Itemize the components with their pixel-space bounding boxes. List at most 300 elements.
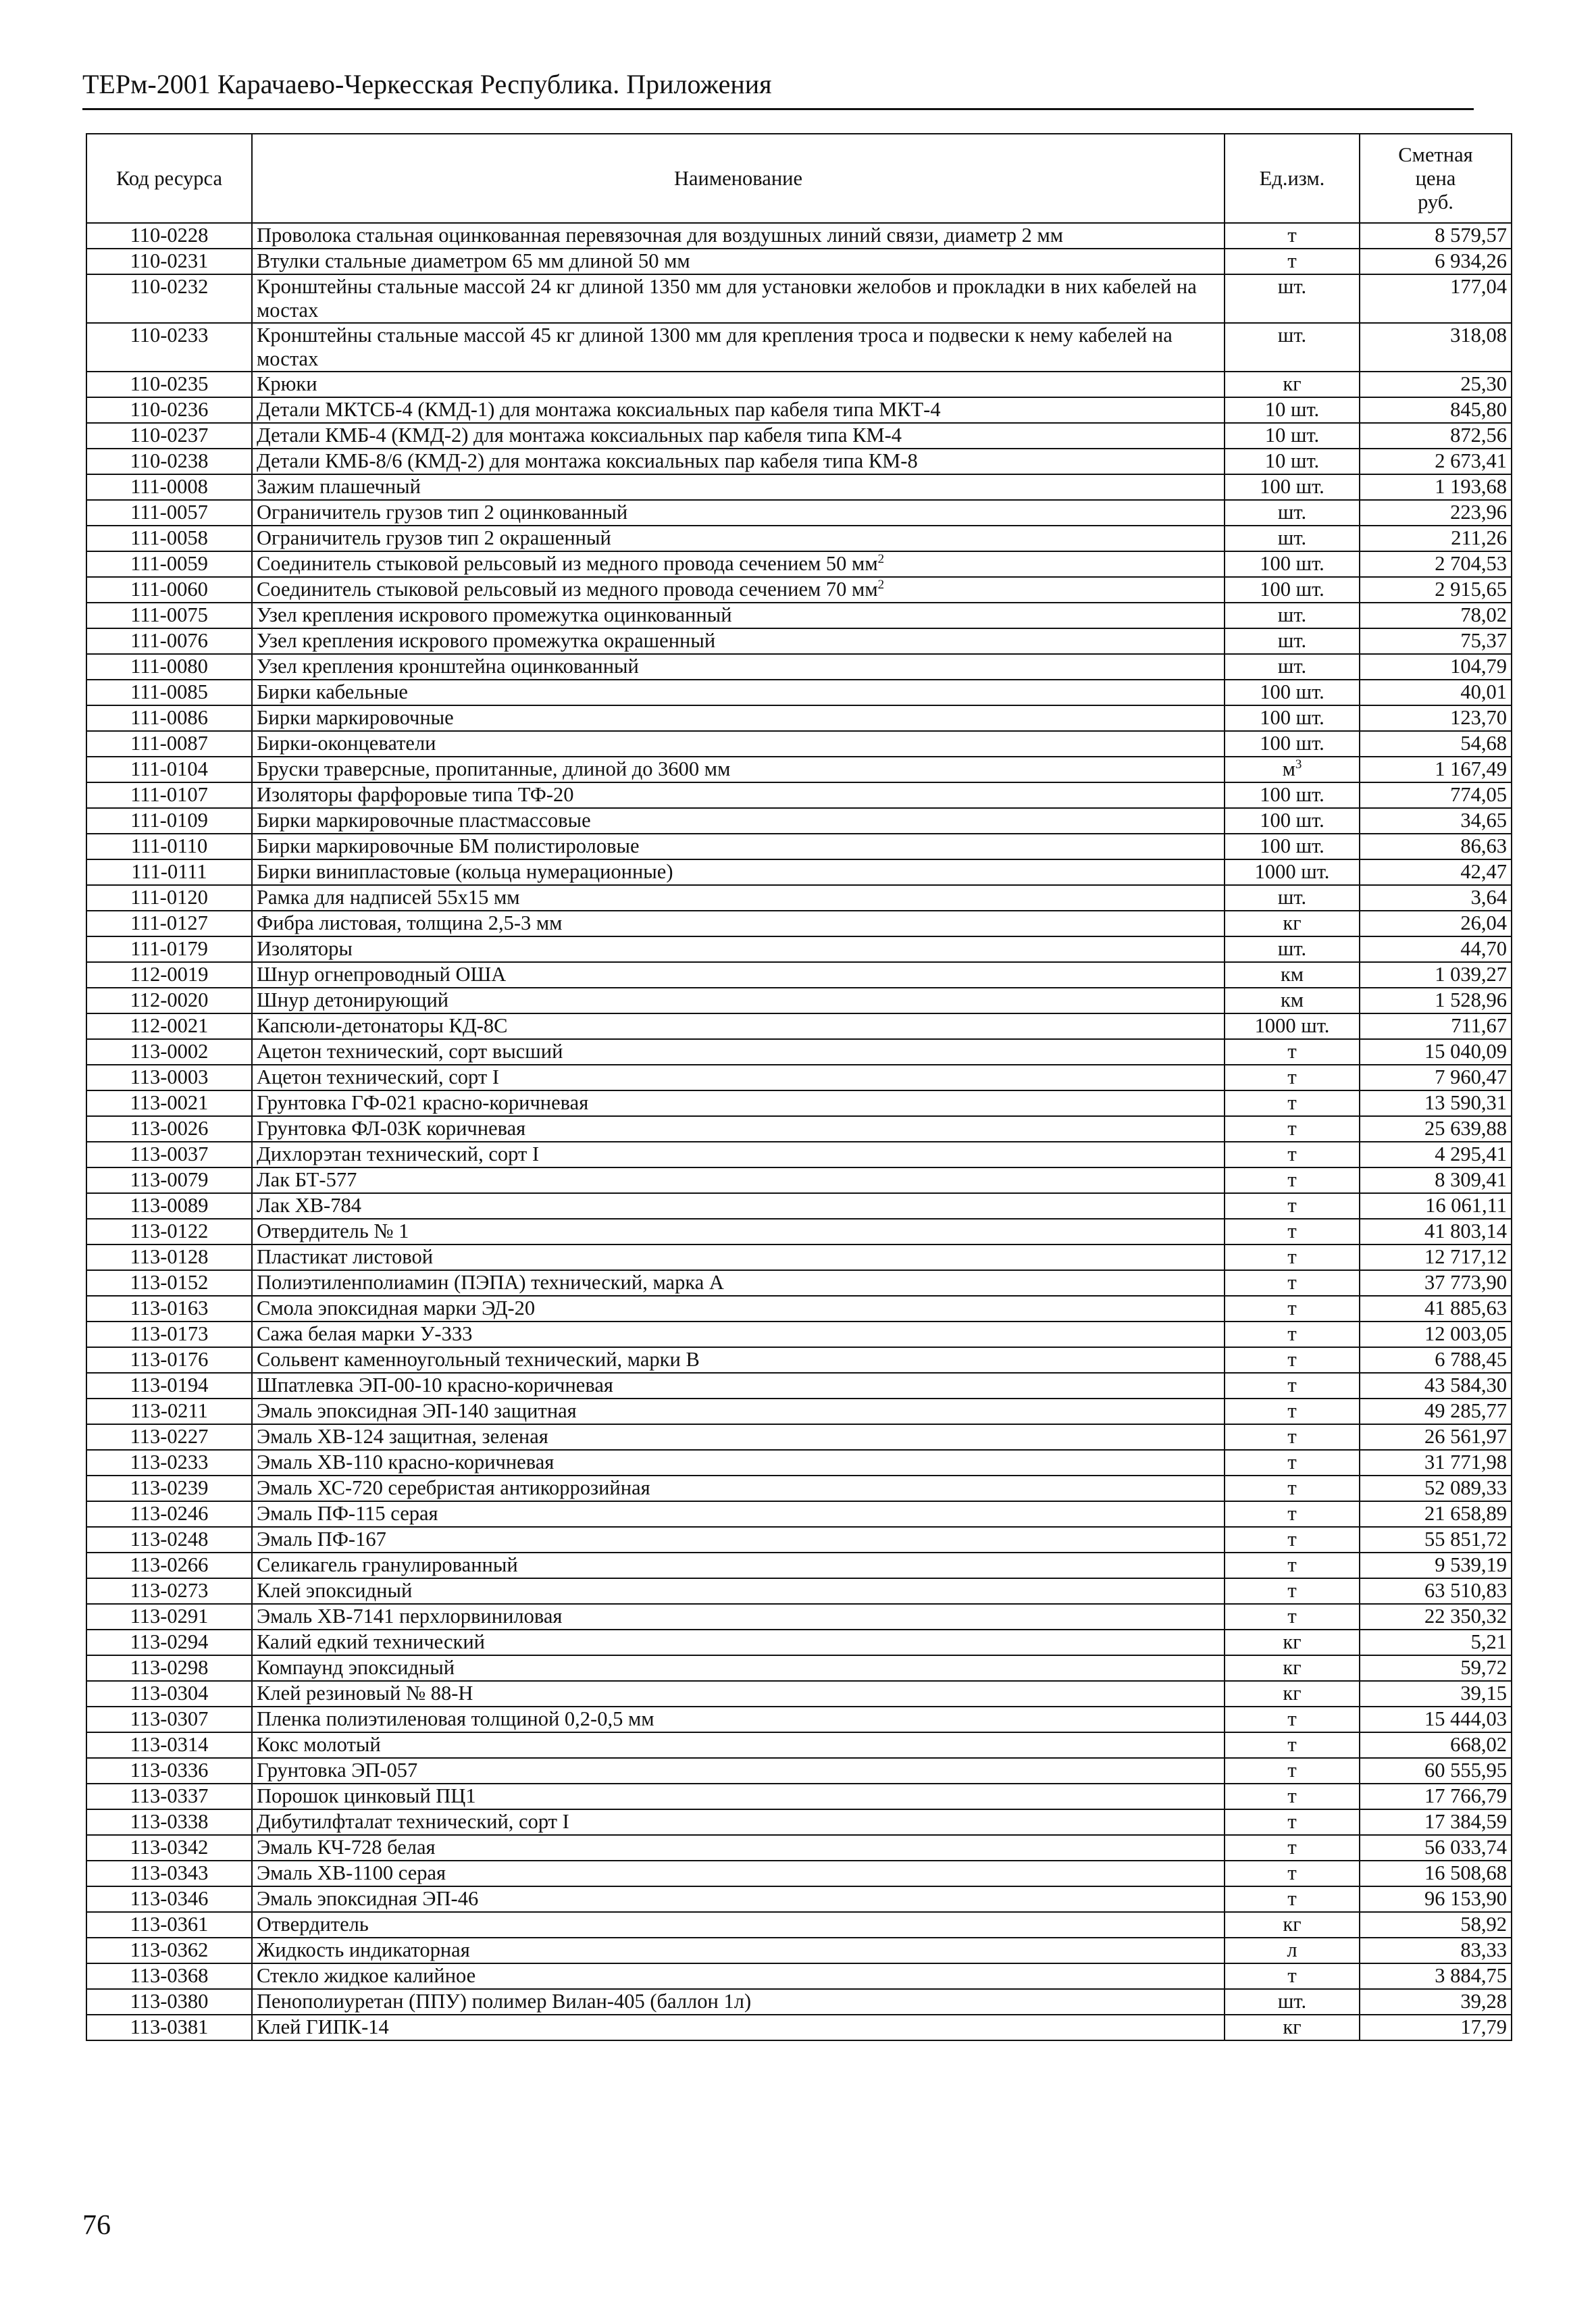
resource-code: 111-0127 xyxy=(86,911,252,936)
resource-price: 26,04 xyxy=(1360,911,1512,936)
resource-unit-text: 1000 шт. xyxy=(1254,860,1330,883)
resource-name-text: Бирки кабельные xyxy=(257,680,408,703)
resource-unit xyxy=(1225,372,1360,397)
resource-name xyxy=(252,1938,1225,1963)
resource-code: 113-0122 xyxy=(86,1219,252,1244)
resource-name xyxy=(252,1835,1225,1861)
resource-code: 113-0337 xyxy=(86,1784,252,1809)
resource-unit xyxy=(1225,834,1360,859)
table-row xyxy=(86,1989,1512,2015)
table-row xyxy=(86,1039,1512,1065)
resource-unit-text: 100 шт. xyxy=(1260,475,1324,498)
resource-price: 39,15 xyxy=(1360,1681,1512,1707)
resource-price: 17 384,59 xyxy=(1360,1809,1512,1835)
resource-name-text: Эмаль ХС-720 серебристая антикоррозийная xyxy=(257,1476,650,1499)
resource-name-text: Сажа белая марки У-333 xyxy=(257,1322,473,1345)
resource-code: 113-0211 xyxy=(86,1399,252,1424)
column-header-price: Сметная цена руб. xyxy=(1360,134,1512,223)
resource-code: 113-0361 xyxy=(86,1912,252,1938)
resource-price: 211,26 xyxy=(1360,526,1512,551)
resource-code: 113-0089 xyxy=(86,1193,252,1219)
resource-unit-text: шт. xyxy=(1277,324,1307,347)
resource-code: 113-0336 xyxy=(86,1758,252,1784)
resource-price: 17 766,79 xyxy=(1360,1784,1512,1809)
resource-name xyxy=(252,1399,1225,1424)
resource-name xyxy=(252,274,1225,323)
resource-unit-text: кг xyxy=(1283,1682,1302,1705)
resource-name-text: Капсюли-детонаторы КД-8С xyxy=(257,1014,508,1037)
resource-name-text: Бирки маркировочные пластмассовые xyxy=(257,809,591,832)
resource-name-text: Пенополиуретан (ППУ) полимер Вилан-405 (баллон 1л) xyxy=(257,1990,752,2013)
resource-code: 111-0087 xyxy=(86,731,252,757)
resource-unit xyxy=(1225,731,1360,757)
resource-price: 15 444,03 xyxy=(1360,1707,1512,1732)
resource-name-text: Ацетон технический, сорт высший xyxy=(257,1040,563,1063)
resource-name-text: Эмаль ПФ-167 xyxy=(257,1528,386,1551)
table-row xyxy=(86,962,1512,988)
resource-code: 111-0060 xyxy=(86,577,252,603)
resource-name xyxy=(252,1424,1225,1450)
resource-name xyxy=(252,449,1225,474)
table-row xyxy=(86,274,1512,323)
resource-name-text: Отвердитель № 1 xyxy=(257,1219,409,1242)
resource-code: 113-0026 xyxy=(86,1116,252,1142)
resource-price: 6 788,45 xyxy=(1360,1347,1512,1373)
table-row xyxy=(86,1296,1512,1322)
resource-name xyxy=(252,808,1225,834)
resource-code: 113-0362 xyxy=(86,1938,252,1963)
resource-price: 16 061,11 xyxy=(1360,1193,1512,1219)
resource-unit-text: т xyxy=(1287,1887,1297,1910)
resource-name xyxy=(252,1553,1225,1578)
resource-unit-text: кг xyxy=(1283,2015,1302,2038)
resource-price: 13 590,31 xyxy=(1360,1090,1512,1116)
resource-name-text: Ацетон технический, сорт I xyxy=(257,1065,500,1088)
resource-unit xyxy=(1225,1553,1360,1578)
resource-name xyxy=(252,500,1225,526)
resource-price: 711,67 xyxy=(1360,1013,1512,1039)
table-row xyxy=(86,1784,1512,1809)
resource-name-text: Компаунд эпоксидный xyxy=(257,1656,455,1679)
resource-name xyxy=(252,1861,1225,1886)
resource-price: 54,68 xyxy=(1360,731,1512,757)
table-row xyxy=(86,988,1512,1013)
resource-code: 111-0110 xyxy=(86,834,252,859)
resource-name-text: Узел крепления искрового промежутка окрашенный xyxy=(257,629,716,652)
resource-name xyxy=(252,962,1225,988)
table-row xyxy=(86,1450,1512,1476)
resource-name-text: Эмаль ХВ-124 защитная, зеленая xyxy=(257,1425,548,1448)
resource-price: 44,70 xyxy=(1360,936,1512,962)
resource-price: 60 555,95 xyxy=(1360,1758,1512,1784)
resource-price: 9 539,19 xyxy=(1360,1553,1512,1578)
resource-name-text: Ограничитель грузов тип 2 оцинкованный xyxy=(257,501,628,524)
resource-name-text: Стекло жидкое калийное xyxy=(257,1964,476,1987)
resource-name-text: Узел крепления искрового промежутка оцинкованный xyxy=(257,603,732,626)
resource-price: 4 295,41 xyxy=(1360,1142,1512,1167)
resource-unit xyxy=(1225,1167,1360,1193)
resource-name-text: Соединитель стыковой рельсовый из медного провода сечением 70 мм xyxy=(257,578,878,601)
header-divider xyxy=(82,108,1474,110)
resource-name-text: Эмаль КЧ-728 белая xyxy=(257,1836,436,1859)
resource-price: 49 285,77 xyxy=(1360,1399,1512,1424)
resource-name xyxy=(252,731,1225,757)
page-header-title: ТЕРм-2001 Карачаево-Черкесская Республика. Приложения xyxy=(82,69,772,99)
resource-name xyxy=(252,1527,1225,1553)
resource-unit-text: т xyxy=(1287,1553,1297,1576)
resource-name xyxy=(252,1809,1225,1835)
resource-price: 318,08 xyxy=(1360,323,1512,372)
resource-unit-text: кг xyxy=(1283,1913,1302,1936)
resource-name-text: Дихлорэтан технический, сорт I xyxy=(257,1142,540,1165)
resource-name-text: Бирки винипластовые (кольца нумерационные) xyxy=(257,860,673,883)
resource-price: 41 803,14 xyxy=(1360,1219,1512,1244)
resource-name xyxy=(252,1373,1225,1399)
resource-name xyxy=(252,1886,1225,1912)
superscript: 2 xyxy=(877,577,885,592)
resource-name xyxy=(252,1244,1225,1270)
resource-price: 22 350,32 xyxy=(1360,1604,1512,1630)
resource-code: 111-0107 xyxy=(86,782,252,808)
resource-price: 25,30 xyxy=(1360,372,1512,397)
resource-unit-text: т xyxy=(1287,1451,1297,1474)
resource-code: 112-0020 xyxy=(86,988,252,1013)
resource-price: 104,79 xyxy=(1360,654,1512,680)
resource-price: 8 579,57 xyxy=(1360,223,1512,249)
resource-unit-text: 10 шт. xyxy=(1264,398,1320,421)
resource-unit-text: т xyxy=(1287,1502,1297,1525)
table-row xyxy=(86,1270,1512,1296)
table-row xyxy=(86,372,1512,397)
resource-code: 112-0019 xyxy=(86,962,252,988)
table-row xyxy=(86,1938,1512,1963)
table-row xyxy=(86,1578,1512,1604)
resource-unit-text: шт. xyxy=(1277,501,1307,524)
resource-code: 113-0294 xyxy=(86,1630,252,1655)
table-row xyxy=(86,834,1512,859)
resource-unit-text: т xyxy=(1287,1322,1297,1345)
resource-name xyxy=(252,603,1225,628)
resource-code: 113-0163 xyxy=(86,1296,252,1322)
resource-name-text: Соединитель стыковой рельсовый из медного провода сечением 50 мм xyxy=(257,552,878,575)
resource-name-text: Шнур детонирующий xyxy=(257,988,449,1011)
table-row xyxy=(86,1861,1512,1886)
resource-unit xyxy=(1225,680,1360,705)
table-row xyxy=(86,449,1512,474)
resource-unit xyxy=(1225,577,1360,603)
resource-price: 845,80 xyxy=(1360,397,1512,423)
table-row xyxy=(86,1835,1512,1861)
resource-unit-text: т xyxy=(1287,1759,1297,1782)
resource-unit-text: 1000 шт. xyxy=(1254,1014,1330,1037)
resource-price: 37 773,90 xyxy=(1360,1270,1512,1296)
resource-name-text: Полиэтиленполиамин (ПЭПА) технический, марка А xyxy=(257,1271,724,1294)
resource-price: 774,05 xyxy=(1360,782,1512,808)
resource-name xyxy=(252,474,1225,500)
resource-code: 113-0273 xyxy=(86,1578,252,1604)
resource-unit xyxy=(1225,1912,1360,1938)
resource-name-text: Узел крепления кронштейна оцинкованный xyxy=(257,655,639,678)
resource-unit xyxy=(1225,1296,1360,1322)
resource-unit xyxy=(1225,1938,1360,1963)
resource-name xyxy=(252,1476,1225,1501)
resource-name-text: Эмаль ПФ-115 серая xyxy=(257,1502,438,1525)
resource-unit-text: кг xyxy=(1283,911,1302,934)
resource-unit-text: шт. xyxy=(1277,1990,1307,2013)
table-row xyxy=(86,782,1512,808)
resource-price: 177,04 xyxy=(1360,274,1512,323)
table-row xyxy=(86,1424,1512,1450)
resource-name xyxy=(252,885,1225,911)
resource-unit-text: т xyxy=(1287,249,1297,272)
resource-name-text: Пластикат листовой xyxy=(257,1245,434,1268)
resource-name xyxy=(252,1142,1225,1167)
resource-code: 113-0248 xyxy=(86,1527,252,1553)
resource-unit xyxy=(1225,1835,1360,1861)
resource-code: 111-0080 xyxy=(86,654,252,680)
resource-unit-text: шт. xyxy=(1277,655,1307,678)
resource-unit xyxy=(1225,474,1360,500)
resource-unit xyxy=(1225,1732,1360,1758)
resource-unit-text: 100 шт. xyxy=(1260,552,1324,575)
resource-name xyxy=(252,1501,1225,1527)
resource-unit-text: т xyxy=(1287,1091,1297,1114)
resource-name-text: Лак БТ-577 xyxy=(257,1168,357,1191)
resource-name-text: Рамка для надписей 55х15 мм xyxy=(257,886,520,909)
table-row xyxy=(86,628,1512,654)
resource-name-text: Селикагель гранулированный xyxy=(257,1553,518,1576)
resource-unit-text: шт. xyxy=(1277,275,1307,298)
resource-name-text: Клей ГИПК-14 xyxy=(257,2015,389,2038)
resource-unit xyxy=(1225,705,1360,731)
table-row xyxy=(86,603,1512,628)
resource-unit xyxy=(1225,1809,1360,1835)
resource-unit xyxy=(1225,628,1360,654)
table-row xyxy=(86,1886,1512,1912)
resource-name xyxy=(252,834,1225,859)
resource-name-text: Дибутилфталат технический, сорт I xyxy=(257,1810,569,1833)
resource-price: 25 639,88 xyxy=(1360,1116,1512,1142)
resource-unit xyxy=(1225,911,1360,936)
resource-price: 668,02 xyxy=(1360,1732,1512,1758)
resource-name xyxy=(252,526,1225,551)
resource-price: 78,02 xyxy=(1360,603,1512,628)
table-row xyxy=(86,1116,1512,1142)
resource-name-text: Бирки-оконцеватели xyxy=(257,732,436,755)
resource-unit-text: т xyxy=(1287,1399,1297,1422)
resource-unit xyxy=(1225,1681,1360,1707)
superscript: 3 xyxy=(1295,757,1302,772)
resource-name xyxy=(252,1963,1225,1989)
resource-price: 15 040,09 xyxy=(1360,1039,1512,1065)
table-row xyxy=(86,2015,1512,2040)
table-row xyxy=(86,249,1512,274)
resource-unit xyxy=(1225,1219,1360,1244)
table-row xyxy=(86,526,1512,551)
resource-unit xyxy=(1225,1039,1360,1065)
resource-name-text: Детали МКТСБ-4 (КМД-1) для монтажа коксиальных пар кабеля типа МКТ-4 xyxy=(257,398,941,421)
table-row xyxy=(86,1527,1512,1553)
resource-unit-text: т xyxy=(1287,1836,1297,1859)
resource-code: 113-0152 xyxy=(86,1270,252,1296)
resource-unit-text: т xyxy=(1287,224,1297,247)
resource-price: 21 658,89 xyxy=(1360,1501,1512,1527)
resource-price: 8 309,41 xyxy=(1360,1167,1512,1193)
resource-unit-text: шт. xyxy=(1277,937,1307,960)
resource-price: 42,47 xyxy=(1360,859,1512,885)
resource-code: 113-0128 xyxy=(86,1244,252,1270)
resource-price: 86,63 xyxy=(1360,834,1512,859)
resource-name-text: Ограничитель грузов тип 2 окрашенный xyxy=(257,526,611,549)
resource-name xyxy=(252,654,1225,680)
resource-name-text: Изоляторы xyxy=(257,937,353,960)
resource-price: 96 153,90 xyxy=(1360,1886,1512,1912)
table-row xyxy=(86,757,1512,782)
resource-code: 111-0008 xyxy=(86,474,252,500)
table-row xyxy=(86,936,1512,962)
table-row xyxy=(86,1322,1512,1347)
resource-name-text: Эмаль эпоксидная ЭП-140 защитная xyxy=(257,1399,577,1422)
resource-name xyxy=(252,988,1225,1013)
resource-unit xyxy=(1225,1707,1360,1732)
resource-unit-text: т xyxy=(1287,1528,1297,1551)
table-row xyxy=(86,705,1512,731)
resource-code: 111-0104 xyxy=(86,757,252,782)
table-row xyxy=(86,1553,1512,1578)
resource-name xyxy=(252,423,1225,449)
resource-code: 110-0236 xyxy=(86,397,252,423)
resource-unit xyxy=(1225,323,1360,372)
resource-name xyxy=(252,551,1225,577)
resource-unit xyxy=(1225,223,1360,249)
table-row xyxy=(86,859,1512,885)
resource-unit-text: т xyxy=(1287,1861,1297,1884)
resource-name-text: Втулки стальные диаметром 65 мм длиной 50 мм xyxy=(257,249,690,272)
resource-unit-text: шт. xyxy=(1277,603,1307,626)
resource-code: 113-0304 xyxy=(86,1681,252,1707)
resource-price: 2 915,65 xyxy=(1360,577,1512,603)
resource-unit xyxy=(1225,1399,1360,1424)
resource-unit-text: т xyxy=(1287,1707,1297,1730)
resource-name xyxy=(252,1167,1225,1193)
resource-name xyxy=(252,1039,1225,1065)
resource-price: 2 704,53 xyxy=(1360,551,1512,577)
resource-unit-text: т xyxy=(1287,1194,1297,1217)
resource-unit-text: т xyxy=(1287,1425,1297,1448)
resource-code: 111-0085 xyxy=(86,680,252,705)
resource-price: 223,96 xyxy=(1360,500,1512,526)
resource-price: 16 508,68 xyxy=(1360,1861,1512,1886)
resource-price: 872,56 xyxy=(1360,423,1512,449)
resource-unit xyxy=(1225,1450,1360,1476)
resource-unit-text: шт. xyxy=(1277,629,1307,652)
resource-name xyxy=(252,705,1225,731)
resource-price: 26 561,97 xyxy=(1360,1424,1512,1450)
resource-unit xyxy=(1225,1065,1360,1090)
resource-name-text: Шнур огнепроводный ОША xyxy=(257,963,507,986)
table-row xyxy=(86,1219,1512,1244)
resource-price: 5,21 xyxy=(1360,1630,1512,1655)
resource-code: 113-0368 xyxy=(86,1963,252,1989)
resource-price: 12 717,12 xyxy=(1360,1244,1512,1270)
resource-name xyxy=(252,1013,1225,1039)
resource-code: 110-0237 xyxy=(86,423,252,449)
resource-unit-text: км xyxy=(1280,963,1304,986)
resource-code: 113-0307 xyxy=(86,1707,252,1732)
table-row xyxy=(86,500,1512,526)
resource-name xyxy=(252,577,1225,603)
resource-unit-text: т xyxy=(1287,1117,1297,1140)
resource-code: 113-0194 xyxy=(86,1373,252,1399)
table-row xyxy=(86,1681,1512,1707)
resource-unit-text: 100 шт. xyxy=(1260,578,1324,601)
table-row xyxy=(86,323,1512,372)
resource-unit xyxy=(1225,782,1360,808)
resource-unit xyxy=(1225,1322,1360,1347)
resource-unit xyxy=(1225,757,1360,782)
resource-name xyxy=(252,628,1225,654)
resource-name xyxy=(252,1604,1225,1630)
resource-unit xyxy=(1225,423,1360,449)
resource-code: 110-0231 xyxy=(86,249,252,274)
resource-unit xyxy=(1225,249,1360,274)
resource-unit xyxy=(1225,274,1360,323)
resource-name xyxy=(252,1090,1225,1116)
resource-unit-text: 100 шт. xyxy=(1260,706,1324,729)
resource-name-text: Сольвент каменноугольный технический, марки В xyxy=(257,1348,700,1371)
resource-name xyxy=(252,1065,1225,1090)
resource-code: 111-0120 xyxy=(86,885,252,911)
resource-unit-text: т xyxy=(1287,1733,1297,1756)
resource-name-text: Шпатлевка ЭП-00-10 красно-коричневая xyxy=(257,1374,613,1397)
resource-name xyxy=(252,1193,1225,1219)
resource-name xyxy=(252,1219,1225,1244)
resource-price: 1 167,49 xyxy=(1360,757,1512,782)
resource-code: 111-0086 xyxy=(86,705,252,731)
resource-unit-text: т xyxy=(1287,1784,1297,1807)
resource-price: 3,64 xyxy=(1360,885,1512,911)
table-row xyxy=(86,911,1512,936)
resource-price: 55 851,72 xyxy=(1360,1527,1512,1553)
resource-unit xyxy=(1225,1347,1360,1373)
resource-unit xyxy=(1225,654,1360,680)
resource-price: 1 528,96 xyxy=(1360,988,1512,1013)
resource-code: 110-0232 xyxy=(86,274,252,323)
table-row xyxy=(86,1963,1512,1989)
resource-code: 113-0298 xyxy=(86,1655,252,1681)
table-row xyxy=(86,577,1512,603)
resource-code: 113-0346 xyxy=(86,1886,252,1912)
resource-unit-text: 10 шт. xyxy=(1264,449,1320,472)
resource-price: 41 885,63 xyxy=(1360,1296,1512,1322)
resource-unit xyxy=(1225,1244,1360,1270)
resource-unit-text: т xyxy=(1287,1297,1297,1319)
resource-code: 113-0003 xyxy=(86,1065,252,1090)
resource-code: 110-0233 xyxy=(86,323,252,372)
table-row xyxy=(86,551,1512,577)
resource-name xyxy=(252,1732,1225,1758)
resource-price: 40,01 xyxy=(1360,680,1512,705)
resource-unit xyxy=(1225,1886,1360,1912)
resource-name xyxy=(252,1322,1225,1347)
resource-unit xyxy=(1225,1090,1360,1116)
resource-unit xyxy=(1225,500,1360,526)
table-row xyxy=(86,1167,1512,1193)
resource-unit xyxy=(1225,2015,1360,2040)
page-number: 76 xyxy=(82,2210,111,2241)
resource-name-text: Зажим плашечный xyxy=(257,475,421,498)
column-header-unit: Ед.изм. xyxy=(1225,134,1360,223)
